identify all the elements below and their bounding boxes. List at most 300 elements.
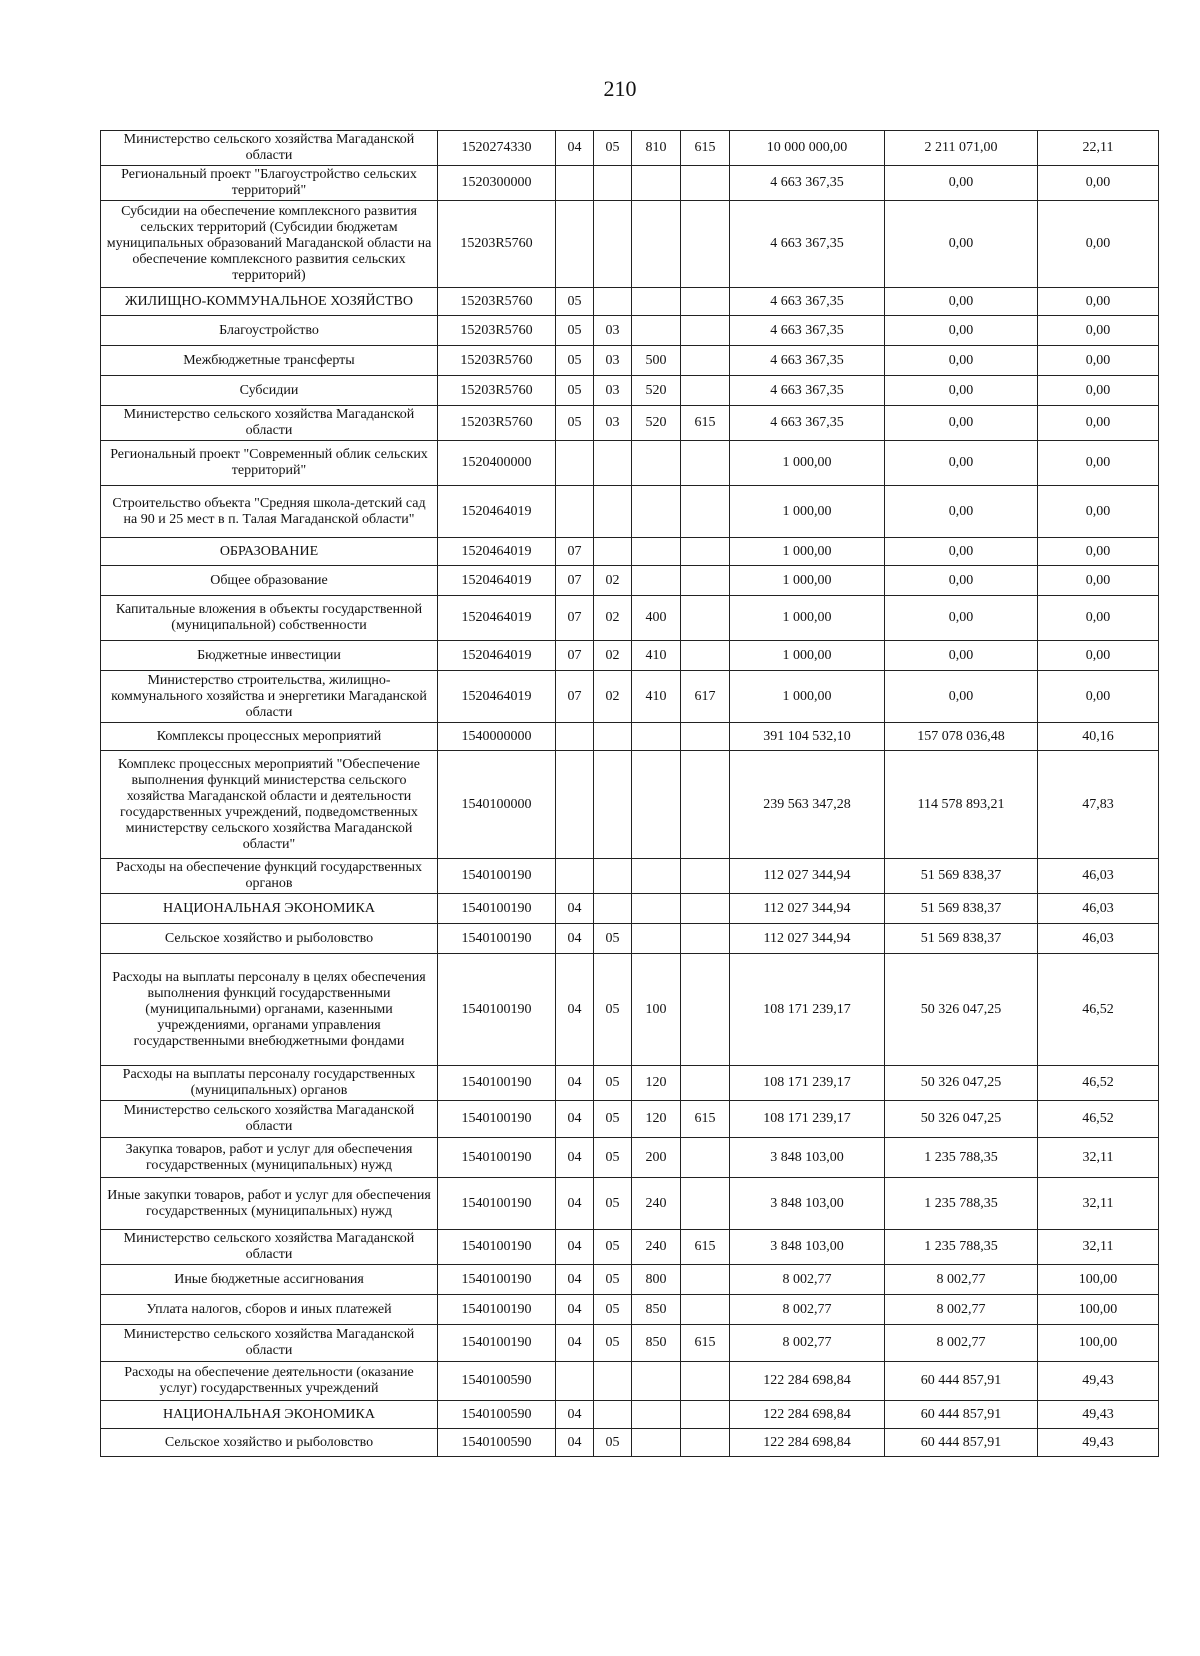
row-rz bbox=[556, 441, 594, 486]
row-name: Региональный проект "Современный облик сельских территорий" bbox=[101, 441, 438, 486]
table-row bbox=[101, 441, 1159, 486]
row-code: 15203R5760 bbox=[438, 288, 556, 316]
row-pct: 0,00 bbox=[1038, 566, 1159, 596]
row-pr bbox=[594, 201, 632, 288]
row-grbs bbox=[681, 1429, 730, 1457]
row-vr: 100 bbox=[632, 954, 681, 1066]
row-rz: 04 bbox=[556, 1101, 594, 1138]
row-code: 1540100190 bbox=[438, 1230, 556, 1265]
row-grbs bbox=[681, 376, 730, 406]
row-pct: 0,00 bbox=[1038, 288, 1159, 316]
row-grbs bbox=[681, 1362, 730, 1401]
row-name: Комплексы процессных мероприятий bbox=[101, 723, 438, 751]
row-pct: 0,00 bbox=[1038, 201, 1159, 288]
row-pr: 05 bbox=[594, 1066, 632, 1101]
table-row bbox=[101, 1101, 1159, 1138]
row-pr: 05 bbox=[594, 1265, 632, 1295]
row-plan: 1 000,00 bbox=[730, 596, 885, 641]
table-row bbox=[101, 924, 1159, 954]
row-pr: 05 bbox=[594, 1295, 632, 1325]
table-row bbox=[101, 641, 1159, 671]
table-row bbox=[101, 671, 1159, 723]
row-code: 1520464019 bbox=[438, 641, 556, 671]
row-code: 1540100590 bbox=[438, 1362, 556, 1401]
row-grbs bbox=[681, 346, 730, 376]
row-vr: 500 bbox=[632, 346, 681, 376]
row-plan: 8 002,77 bbox=[730, 1325, 885, 1362]
row-grbs bbox=[681, 441, 730, 486]
row-pct: 0,00 bbox=[1038, 316, 1159, 346]
row-pct: 0,00 bbox=[1038, 538, 1159, 566]
row-plan: 1 000,00 bbox=[730, 441, 885, 486]
row-grbs bbox=[681, 596, 730, 641]
row-fact: 0,00 bbox=[885, 376, 1038, 406]
table-row bbox=[101, 131, 1159, 166]
row-pct: 46,52 bbox=[1038, 1066, 1159, 1101]
row-grbs bbox=[681, 1066, 730, 1101]
row-grbs bbox=[681, 316, 730, 346]
row-name: Министерство сельского хозяйства Магаданской области bbox=[101, 131, 438, 166]
row-code: 1520274330 bbox=[438, 131, 556, 166]
row-vr bbox=[632, 723, 681, 751]
row-fact: 60 444 857,91 bbox=[885, 1362, 1038, 1401]
row-vr bbox=[632, 486, 681, 538]
row-plan: 4 663 367,35 bbox=[730, 166, 885, 201]
row-pr: 02 bbox=[594, 596, 632, 641]
row-rz: 07 bbox=[556, 566, 594, 596]
row-rz: 04 bbox=[556, 1178, 594, 1230]
table-row bbox=[101, 954, 1159, 1066]
row-rz: 04 bbox=[556, 924, 594, 954]
row-fact: 157 078 036,48 bbox=[885, 723, 1038, 751]
row-grbs bbox=[681, 1265, 730, 1295]
row-plan: 108 171 239,17 bbox=[730, 954, 885, 1066]
row-code: 1520464019 bbox=[438, 566, 556, 596]
row-grbs bbox=[681, 723, 730, 751]
table-row bbox=[101, 316, 1159, 346]
row-code: 1540000000 bbox=[438, 723, 556, 751]
row-code: 15203R5760 bbox=[438, 201, 556, 288]
row-pr: 05 bbox=[594, 1101, 632, 1138]
row-plan: 4 663 367,35 bbox=[730, 288, 885, 316]
row-pct: 0,00 bbox=[1038, 641, 1159, 671]
row-pr bbox=[594, 894, 632, 924]
row-fact: 0,00 bbox=[885, 201, 1038, 288]
row-pr: 03 bbox=[594, 376, 632, 406]
row-code: 1540100190 bbox=[438, 924, 556, 954]
table-row bbox=[101, 596, 1159, 641]
row-plan: 112 027 344,94 bbox=[730, 924, 885, 954]
row-rz: 05 bbox=[556, 406, 594, 441]
row-pct: 0,00 bbox=[1038, 376, 1159, 406]
row-code: 1540100190 bbox=[438, 859, 556, 894]
row-pr: 05 bbox=[594, 1138, 632, 1178]
row-fact: 0,00 bbox=[885, 596, 1038, 641]
row-plan: 391 104 532,10 bbox=[730, 723, 885, 751]
row-fact: 51 569 838,37 bbox=[885, 859, 1038, 894]
row-pr bbox=[594, 751, 632, 859]
row-code: 1520464019 bbox=[438, 538, 556, 566]
row-grbs bbox=[681, 166, 730, 201]
row-plan: 8 002,77 bbox=[730, 1295, 885, 1325]
row-fact: 60 444 857,91 bbox=[885, 1429, 1038, 1457]
row-pr: 05 bbox=[594, 924, 632, 954]
row-pr bbox=[594, 859, 632, 894]
row-rz: 07 bbox=[556, 538, 594, 566]
row-rz: 04 bbox=[556, 1429, 594, 1457]
row-rz bbox=[556, 201, 594, 288]
row-name: Расходы на выплаты персоналу в целях обеспечения выполнения функций государственными (муниципальными) органами, казенными учреждениями, органами управления государственными внебюджетными фондами bbox=[101, 954, 438, 1066]
row-fact: 0,00 bbox=[885, 316, 1038, 346]
row-rz: 04 bbox=[556, 954, 594, 1066]
table-row bbox=[101, 1138, 1159, 1178]
row-name: Министерство строительства, жилищно-коммунального хозяйства и энергетики Магаданской области bbox=[101, 671, 438, 723]
table-row bbox=[101, 1178, 1159, 1230]
row-code: 15203R5760 bbox=[438, 376, 556, 406]
row-name: ЖИЛИЩНО-КОММУНАЛЬНОЕ ХОЗЯЙСТВО bbox=[101, 288, 438, 316]
row-name: Министерство сельского хозяйства Магаданской области bbox=[101, 1101, 438, 1138]
row-code: 1540100190 bbox=[438, 894, 556, 924]
row-grbs bbox=[681, 538, 730, 566]
row-rz: 04 bbox=[556, 1401, 594, 1429]
row-pct: 49,43 bbox=[1038, 1429, 1159, 1457]
row-plan: 1 000,00 bbox=[730, 671, 885, 723]
row-name: Уплата налогов, сборов и иных платежей bbox=[101, 1295, 438, 1325]
row-vr bbox=[632, 751, 681, 859]
row-vr bbox=[632, 1401, 681, 1429]
row-name: Субсидии на обеспечение комплексного развития сельских территорий (Субсидии бюджетам муниципальных образований Магаданской области на обеспечение комплексного развития сельских территорий) bbox=[101, 201, 438, 288]
row-name: Расходы на обеспечение функций государственных органов bbox=[101, 859, 438, 894]
row-plan: 112 027 344,94 bbox=[730, 894, 885, 924]
row-code: 1540100190 bbox=[438, 1066, 556, 1101]
row-pct: 100,00 bbox=[1038, 1295, 1159, 1325]
row-grbs bbox=[681, 859, 730, 894]
row-rz: 05 bbox=[556, 288, 594, 316]
table-row bbox=[101, 1295, 1159, 1325]
row-name: Строительство объекта "Средняя школа-детский сад на 90 и 25 мест в п. Талая Магаданской области" bbox=[101, 486, 438, 538]
row-grbs bbox=[681, 486, 730, 538]
row-fact: 0,00 bbox=[885, 346, 1038, 376]
row-pr: 02 bbox=[594, 641, 632, 671]
row-vr bbox=[632, 1362, 681, 1401]
table-row bbox=[101, 1362, 1159, 1401]
row-grbs bbox=[681, 1138, 730, 1178]
row-rz: 04 bbox=[556, 1066, 594, 1101]
row-pct: 0,00 bbox=[1038, 671, 1159, 723]
table-row bbox=[101, 346, 1159, 376]
row-fact: 8 002,77 bbox=[885, 1325, 1038, 1362]
row-pr bbox=[594, 166, 632, 201]
row-pct: 0,00 bbox=[1038, 441, 1159, 486]
row-vr: 810 bbox=[632, 131, 681, 166]
row-vr: 240 bbox=[632, 1230, 681, 1265]
row-rz: 04 bbox=[556, 131, 594, 166]
row-rz bbox=[556, 751, 594, 859]
row-plan: 122 284 698,84 bbox=[730, 1401, 885, 1429]
row-name: Министерство сельского хозяйства Магаданской области bbox=[101, 1230, 438, 1265]
row-vr: 520 bbox=[632, 406, 681, 441]
row-vr: 410 bbox=[632, 671, 681, 723]
row-fact: 0,00 bbox=[885, 566, 1038, 596]
row-name: Сельское хозяйство и рыболовство bbox=[101, 1429, 438, 1457]
row-vr bbox=[632, 316, 681, 346]
row-plan: 239 563 347,28 bbox=[730, 751, 885, 859]
row-code: 1540100190 bbox=[438, 1295, 556, 1325]
row-vr: 240 bbox=[632, 1178, 681, 1230]
row-vr bbox=[632, 1429, 681, 1457]
row-name: Сельское хозяйство и рыболовство bbox=[101, 924, 438, 954]
row-plan: 4 663 367,35 bbox=[730, 406, 885, 441]
table-row bbox=[101, 201, 1159, 288]
row-vr: 120 bbox=[632, 1066, 681, 1101]
row-plan: 1 000,00 bbox=[730, 641, 885, 671]
row-grbs bbox=[681, 954, 730, 1066]
row-vr: 200 bbox=[632, 1138, 681, 1178]
table-row bbox=[101, 1429, 1159, 1457]
row-vr bbox=[632, 894, 681, 924]
table-row bbox=[101, 1265, 1159, 1295]
row-grbs: 615 bbox=[681, 1230, 730, 1265]
row-pr: 03 bbox=[594, 346, 632, 376]
row-pr: 03 bbox=[594, 406, 632, 441]
row-vr: 120 bbox=[632, 1101, 681, 1138]
row-rz: 04 bbox=[556, 1138, 594, 1178]
row-name: ОБРАЗОВАНИЕ bbox=[101, 538, 438, 566]
row-pr: 05 bbox=[594, 131, 632, 166]
row-fact: 50 326 047,25 bbox=[885, 1101, 1038, 1138]
row-rz: 05 bbox=[556, 346, 594, 376]
row-fact: 51 569 838,37 bbox=[885, 924, 1038, 954]
row-vr bbox=[632, 566, 681, 596]
row-plan: 122 284 698,84 bbox=[730, 1429, 885, 1457]
row-vr bbox=[632, 538, 681, 566]
row-vr bbox=[632, 201, 681, 288]
row-fact: 50 326 047,25 bbox=[885, 1066, 1038, 1101]
row-fact: 50 326 047,25 bbox=[885, 954, 1038, 1066]
row-plan: 4 663 367,35 bbox=[730, 346, 885, 376]
row-pct: 0,00 bbox=[1038, 166, 1159, 201]
row-plan: 4 663 367,35 bbox=[730, 316, 885, 346]
row-fact: 60 444 857,91 bbox=[885, 1401, 1038, 1429]
row-name: Расходы на обеспечение деятельности (оказание услуг) государственных учреждений bbox=[101, 1362, 438, 1401]
row-fact: 2 211 071,00 bbox=[885, 131, 1038, 166]
table-row bbox=[101, 376, 1159, 406]
row-name: Иные бюджетные ассигнования bbox=[101, 1265, 438, 1295]
row-code: 15203R5760 bbox=[438, 316, 556, 346]
row-code: 1520300000 bbox=[438, 166, 556, 201]
row-pct: 46,03 bbox=[1038, 859, 1159, 894]
table-row bbox=[101, 406, 1159, 441]
table-row bbox=[101, 894, 1159, 924]
row-name: Закупка товаров, работ и услуг для обеспечения государственных (муниципальных) нужд bbox=[101, 1138, 438, 1178]
row-plan: 108 171 239,17 bbox=[730, 1101, 885, 1138]
row-pct: 0,00 bbox=[1038, 596, 1159, 641]
row-grbs: 615 bbox=[681, 131, 730, 166]
row-pct: 0,00 bbox=[1038, 486, 1159, 538]
row-vr bbox=[632, 166, 681, 201]
row-pr: 02 bbox=[594, 566, 632, 596]
table-row bbox=[101, 859, 1159, 894]
row-rz: 05 bbox=[556, 316, 594, 346]
row-vr: 400 bbox=[632, 596, 681, 641]
row-plan: 112 027 344,94 bbox=[730, 859, 885, 894]
table-row bbox=[101, 288, 1159, 316]
row-pr: 05 bbox=[594, 954, 632, 1066]
table-row bbox=[101, 751, 1159, 859]
row-code: 1540100000 bbox=[438, 751, 556, 859]
row-name: Министерство сельского хозяйства Магаданской области bbox=[101, 406, 438, 441]
row-vr: 850 bbox=[632, 1295, 681, 1325]
budget-table bbox=[100, 130, 1159, 1457]
row-fact: 0,00 bbox=[885, 441, 1038, 486]
row-rz: 04 bbox=[556, 894, 594, 924]
row-plan: 1 000,00 bbox=[730, 486, 885, 538]
row-pr bbox=[594, 486, 632, 538]
table-row bbox=[101, 723, 1159, 751]
row-name: Расходы на выплаты персоналу государственных (муниципальных) органов bbox=[101, 1066, 438, 1101]
row-pct: 32,11 bbox=[1038, 1138, 1159, 1178]
row-grbs bbox=[681, 641, 730, 671]
row-rz: 04 bbox=[556, 1295, 594, 1325]
row-rz bbox=[556, 1362, 594, 1401]
table-row bbox=[101, 1066, 1159, 1101]
row-pr: 05 bbox=[594, 1429, 632, 1457]
row-grbs bbox=[681, 288, 730, 316]
row-grbs: 615 bbox=[681, 1325, 730, 1362]
row-plan: 8 002,77 bbox=[730, 1265, 885, 1295]
row-name: Бюджетные инвестиции bbox=[101, 641, 438, 671]
row-plan: 3 848 103,00 bbox=[730, 1178, 885, 1230]
row-pr: 05 bbox=[594, 1230, 632, 1265]
row-fact: 0,00 bbox=[885, 486, 1038, 538]
row-code: 1540100590 bbox=[438, 1401, 556, 1429]
row-pr: 05 bbox=[594, 1325, 632, 1362]
row-plan: 10 000 000,00 bbox=[730, 131, 885, 166]
row-fact: 1 235 788,35 bbox=[885, 1178, 1038, 1230]
row-code: 1540100190 bbox=[438, 1138, 556, 1178]
row-vr: 800 bbox=[632, 1265, 681, 1295]
table-row bbox=[101, 538, 1159, 566]
row-pct: 22,11 bbox=[1038, 131, 1159, 166]
row-pct: 100,00 bbox=[1038, 1325, 1159, 1362]
table-row bbox=[101, 1401, 1159, 1429]
row-rz: 04 bbox=[556, 1265, 594, 1295]
row-fact: 8 002,77 bbox=[885, 1265, 1038, 1295]
row-grbs: 615 bbox=[681, 406, 730, 441]
row-plan: 122 284 698,84 bbox=[730, 1362, 885, 1401]
row-pr bbox=[594, 1362, 632, 1401]
table-row bbox=[101, 1325, 1159, 1362]
row-fact: 0,00 bbox=[885, 671, 1038, 723]
row-plan: 4 663 367,35 bbox=[730, 201, 885, 288]
row-name: Общее образование bbox=[101, 566, 438, 596]
row-fact: 0,00 bbox=[885, 406, 1038, 441]
row-grbs bbox=[681, 1401, 730, 1429]
row-pct: 46,52 bbox=[1038, 954, 1159, 1066]
row-name: Межбюджетные трансферты bbox=[101, 346, 438, 376]
row-pr bbox=[594, 1401, 632, 1429]
row-pr: 03 bbox=[594, 316, 632, 346]
row-pct: 32,11 bbox=[1038, 1230, 1159, 1265]
row-rz bbox=[556, 723, 594, 751]
row-fact: 1 235 788,35 bbox=[885, 1230, 1038, 1265]
row-vr bbox=[632, 859, 681, 894]
row-pct: 46,03 bbox=[1038, 924, 1159, 954]
row-plan: 1 000,00 bbox=[730, 566, 885, 596]
row-pr: 05 bbox=[594, 1178, 632, 1230]
row-fact: 1 235 788,35 bbox=[885, 1138, 1038, 1178]
row-pct: 0,00 bbox=[1038, 406, 1159, 441]
row-plan: 3 848 103,00 bbox=[730, 1230, 885, 1265]
table-row bbox=[101, 486, 1159, 538]
row-name: Региональный проект "Благоустройство сельских территорий" bbox=[101, 166, 438, 201]
row-fact: 0,00 bbox=[885, 288, 1038, 316]
row-grbs bbox=[681, 924, 730, 954]
row-vr: 520 bbox=[632, 376, 681, 406]
row-pct: 32,11 bbox=[1038, 1178, 1159, 1230]
row-fact: 114 578 893,21 bbox=[885, 751, 1038, 859]
row-pct: 46,03 bbox=[1038, 894, 1159, 924]
row-code: 1540100190 bbox=[438, 1265, 556, 1295]
row-vr: 850 bbox=[632, 1325, 681, 1362]
row-code: 1540100190 bbox=[438, 1101, 556, 1138]
table-body bbox=[101, 131, 1159, 1457]
row-code: 1520464019 bbox=[438, 671, 556, 723]
row-pr bbox=[594, 441, 632, 486]
table-row bbox=[101, 566, 1159, 596]
row-code: 1540100190 bbox=[438, 954, 556, 1066]
row-pct: 49,43 bbox=[1038, 1362, 1159, 1401]
row-name: Благоустройство bbox=[101, 316, 438, 346]
row-code: 15203R5760 bbox=[438, 346, 556, 376]
table-row bbox=[101, 166, 1159, 201]
row-code: 1520464019 bbox=[438, 486, 556, 538]
row-pr: 02 bbox=[594, 671, 632, 723]
row-pr bbox=[594, 538, 632, 566]
row-plan: 108 171 239,17 bbox=[730, 1066, 885, 1101]
row-fact: 0,00 bbox=[885, 166, 1038, 201]
row-plan: 1 000,00 bbox=[730, 538, 885, 566]
row-name: НАЦИОНАЛЬНАЯ ЭКОНОМИКА bbox=[101, 1401, 438, 1429]
row-vr bbox=[632, 924, 681, 954]
row-name: Субсидии bbox=[101, 376, 438, 406]
row-code: 1520400000 bbox=[438, 441, 556, 486]
row-fact: 8 002,77 bbox=[885, 1295, 1038, 1325]
row-code: 1540100190 bbox=[438, 1325, 556, 1362]
row-code: 1540100190 bbox=[438, 1178, 556, 1230]
row-pct: 40,16 bbox=[1038, 723, 1159, 751]
row-pct: 0,00 bbox=[1038, 346, 1159, 376]
row-rz: 05 bbox=[556, 376, 594, 406]
row-rz bbox=[556, 859, 594, 894]
row-grbs bbox=[681, 201, 730, 288]
row-grbs bbox=[681, 751, 730, 859]
row-grbs: 617 bbox=[681, 671, 730, 723]
row-rz: 04 bbox=[556, 1325, 594, 1362]
row-plan: 4 663 367,35 bbox=[730, 376, 885, 406]
row-fact: 0,00 bbox=[885, 641, 1038, 671]
table-row bbox=[101, 1230, 1159, 1265]
row-fact: 0,00 bbox=[885, 538, 1038, 566]
page-number: 210 bbox=[603, 76, 637, 101]
row-grbs bbox=[681, 1295, 730, 1325]
row-code: 15203R5760 bbox=[438, 406, 556, 441]
row-vr bbox=[632, 288, 681, 316]
row-pr bbox=[594, 723, 632, 751]
row-rz: 07 bbox=[556, 641, 594, 671]
row-pr bbox=[594, 288, 632, 316]
row-name: Иные закупки товаров, работ и услуг для обеспечения государственных (муниципальных) нужд bbox=[101, 1178, 438, 1230]
